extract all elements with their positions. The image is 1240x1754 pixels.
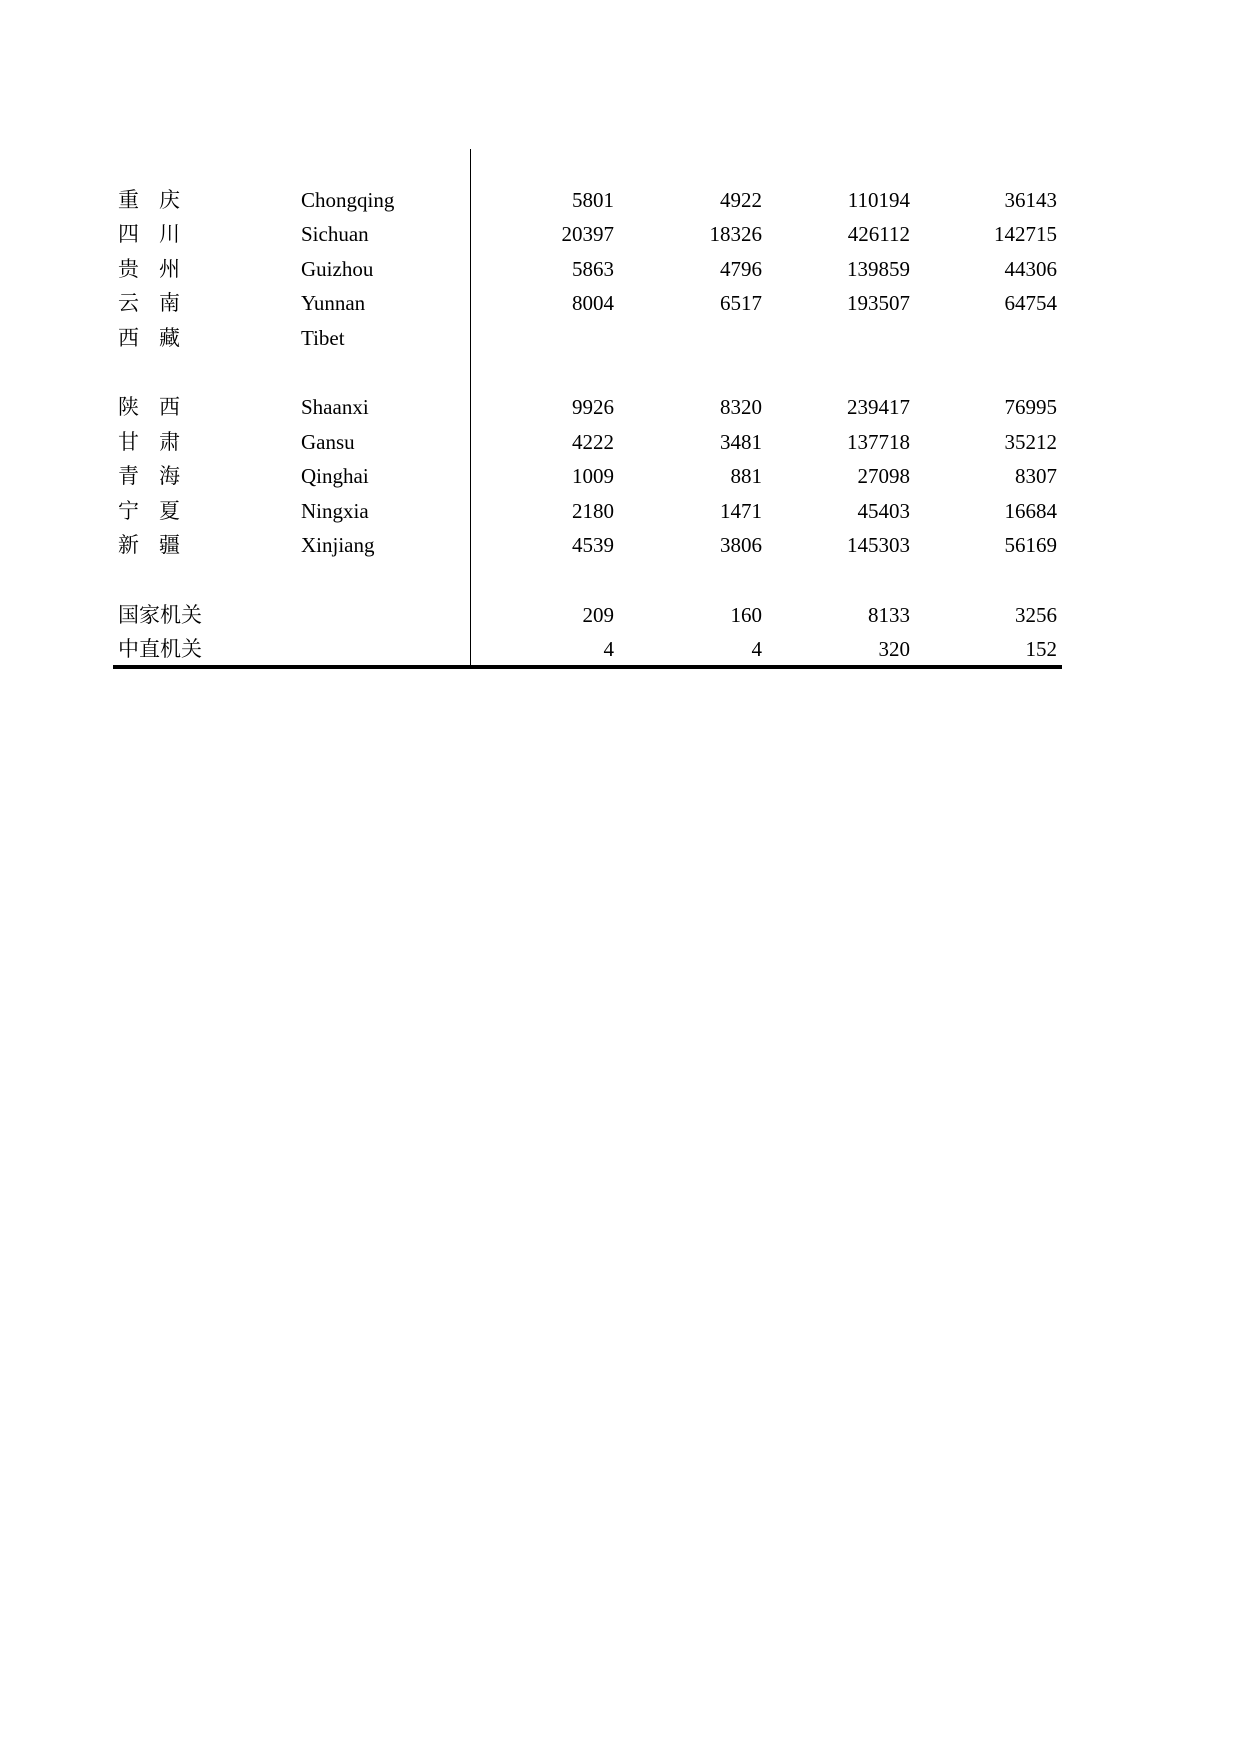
value-cell: 8133 bbox=[868, 603, 910, 627]
region-name-cn bbox=[118, 219, 180, 249]
table-row bbox=[0, 461, 1240, 491]
value-cell: 44306 bbox=[1004, 257, 1057, 281]
value-cell: 4222 bbox=[572, 430, 614, 454]
region-cn-char: 云 bbox=[118, 291, 139, 315]
value-cell: 4796 bbox=[720, 257, 762, 281]
region-cn-char: 西 bbox=[118, 326, 139, 350]
region-cn-char: 疆 bbox=[159, 533, 180, 557]
region-cn-char: 新 bbox=[118, 533, 139, 557]
value-cell: 35212 bbox=[1004, 430, 1057, 454]
region-name-cn bbox=[118, 427, 180, 457]
value-cell: 5863 bbox=[572, 257, 614, 281]
value-cell: 160 bbox=[730, 603, 762, 627]
table-bottom-rule bbox=[113, 665, 1062, 669]
region-name-cn bbox=[118, 288, 180, 318]
value-cell: 3806 bbox=[720, 533, 762, 557]
value-cell: 110194 bbox=[847, 188, 910, 212]
region-cn-char: 肃 bbox=[159, 430, 180, 454]
region-name-cn bbox=[118, 185, 180, 215]
value-cell: 4539 bbox=[572, 533, 614, 557]
region-cn-char: 庆 bbox=[159, 188, 180, 212]
region-name-cn bbox=[118, 461, 180, 491]
table-row bbox=[0, 185, 1240, 215]
value-cell: 1009 bbox=[572, 464, 614, 488]
value-cell: 45403 bbox=[857, 499, 910, 523]
value-cell: 64754 bbox=[1004, 291, 1057, 315]
region-cn-char: 南 bbox=[159, 291, 180, 315]
value-cell: 36143 bbox=[1004, 188, 1057, 212]
table-row bbox=[0, 219, 1240, 249]
value-cell: 137718 bbox=[847, 430, 910, 454]
region-cn-char: 西 bbox=[159, 395, 180, 419]
table-row bbox=[0, 323, 1240, 353]
value-cell: 2180 bbox=[572, 499, 614, 523]
region-name-en: Guizhou bbox=[301, 257, 374, 281]
value-cell: 145303 bbox=[847, 533, 910, 557]
region-cn-char: 州 bbox=[159, 257, 180, 281]
region-name-en: Gansu bbox=[301, 430, 355, 454]
region-cn-char: 川 bbox=[159, 222, 180, 246]
region-name-en: Xinjiang bbox=[301, 533, 375, 557]
value-cell: 426112 bbox=[847, 222, 910, 246]
value-cell: 4 bbox=[751, 637, 762, 661]
region-cn-char: 海 bbox=[159, 464, 180, 488]
agency-name: 中直机关 bbox=[118, 637, 202, 661]
region-cn-char: 宁 bbox=[118, 499, 139, 523]
value-cell: 8307 bbox=[1015, 464, 1057, 488]
value-cell: 16684 bbox=[1004, 499, 1057, 523]
table-row bbox=[0, 254, 1240, 284]
value-cell: 4922 bbox=[720, 188, 762, 212]
region-name-en: Ningxia bbox=[301, 499, 369, 523]
value-cell: 881 bbox=[730, 464, 762, 488]
value-cell: 1471 bbox=[720, 499, 762, 523]
table-row bbox=[0, 530, 1240, 560]
value-cell: 5801 bbox=[572, 188, 614, 212]
table-row bbox=[0, 600, 1240, 630]
value-cell: 8320 bbox=[720, 395, 762, 419]
value-cell: 320 bbox=[878, 637, 910, 661]
region-cn-char: 青 bbox=[118, 464, 139, 488]
region-name-cn bbox=[118, 323, 180, 353]
value-cell: 8004 bbox=[572, 291, 614, 315]
agency-name: 国家机关 bbox=[118, 603, 202, 627]
value-cell: 76995 bbox=[1004, 395, 1057, 419]
region-cn-char: 重 bbox=[118, 188, 139, 212]
value-cell: 209 bbox=[582, 603, 614, 627]
region-name-en: Sichuan bbox=[301, 222, 369, 246]
value-cell: 239417 bbox=[847, 395, 910, 419]
region-cn-char: 四 bbox=[118, 222, 139, 246]
region-name-cn bbox=[118, 254, 180, 284]
region-name-en: Shaanxi bbox=[301, 395, 369, 419]
region-cn-char: 贵 bbox=[118, 257, 139, 281]
value-cell: 142715 bbox=[994, 222, 1057, 246]
region-name-en: Chongqing bbox=[301, 188, 395, 212]
value-cell: 139859 bbox=[847, 257, 910, 281]
region-name-en: Tibet bbox=[301, 326, 345, 350]
region-name-en: Qinghai bbox=[301, 464, 369, 488]
region-cn-char: 甘 bbox=[118, 430, 139, 454]
value-cell: 20397 bbox=[561, 222, 614, 246]
region-name-cn bbox=[118, 496, 180, 526]
value-cell: 3256 bbox=[1015, 603, 1057, 627]
region-name-cn bbox=[118, 530, 180, 560]
region-cn-char: 藏 bbox=[159, 326, 180, 350]
region-cn-char: 夏 bbox=[159, 499, 180, 523]
value-cell: 152 bbox=[1025, 637, 1057, 661]
region-name-en: Yunnan bbox=[301, 291, 366, 315]
region-name-cn bbox=[118, 392, 180, 422]
table-row bbox=[0, 392, 1240, 422]
value-cell: 9926 bbox=[572, 395, 614, 419]
value-cell: 6517 bbox=[720, 291, 762, 315]
table-row bbox=[0, 634, 1240, 664]
table-row bbox=[0, 496, 1240, 526]
table-row bbox=[0, 427, 1240, 457]
table-row bbox=[0, 288, 1240, 318]
value-cell: 18326 bbox=[709, 222, 762, 246]
value-cell: 3481 bbox=[720, 430, 762, 454]
value-cell: 27098 bbox=[857, 464, 910, 488]
value-cell: 4 bbox=[603, 637, 614, 661]
value-cell: 193507 bbox=[847, 291, 910, 315]
region-cn-char: 陕 bbox=[118, 395, 139, 419]
value-cell: 56169 bbox=[1004, 533, 1057, 557]
